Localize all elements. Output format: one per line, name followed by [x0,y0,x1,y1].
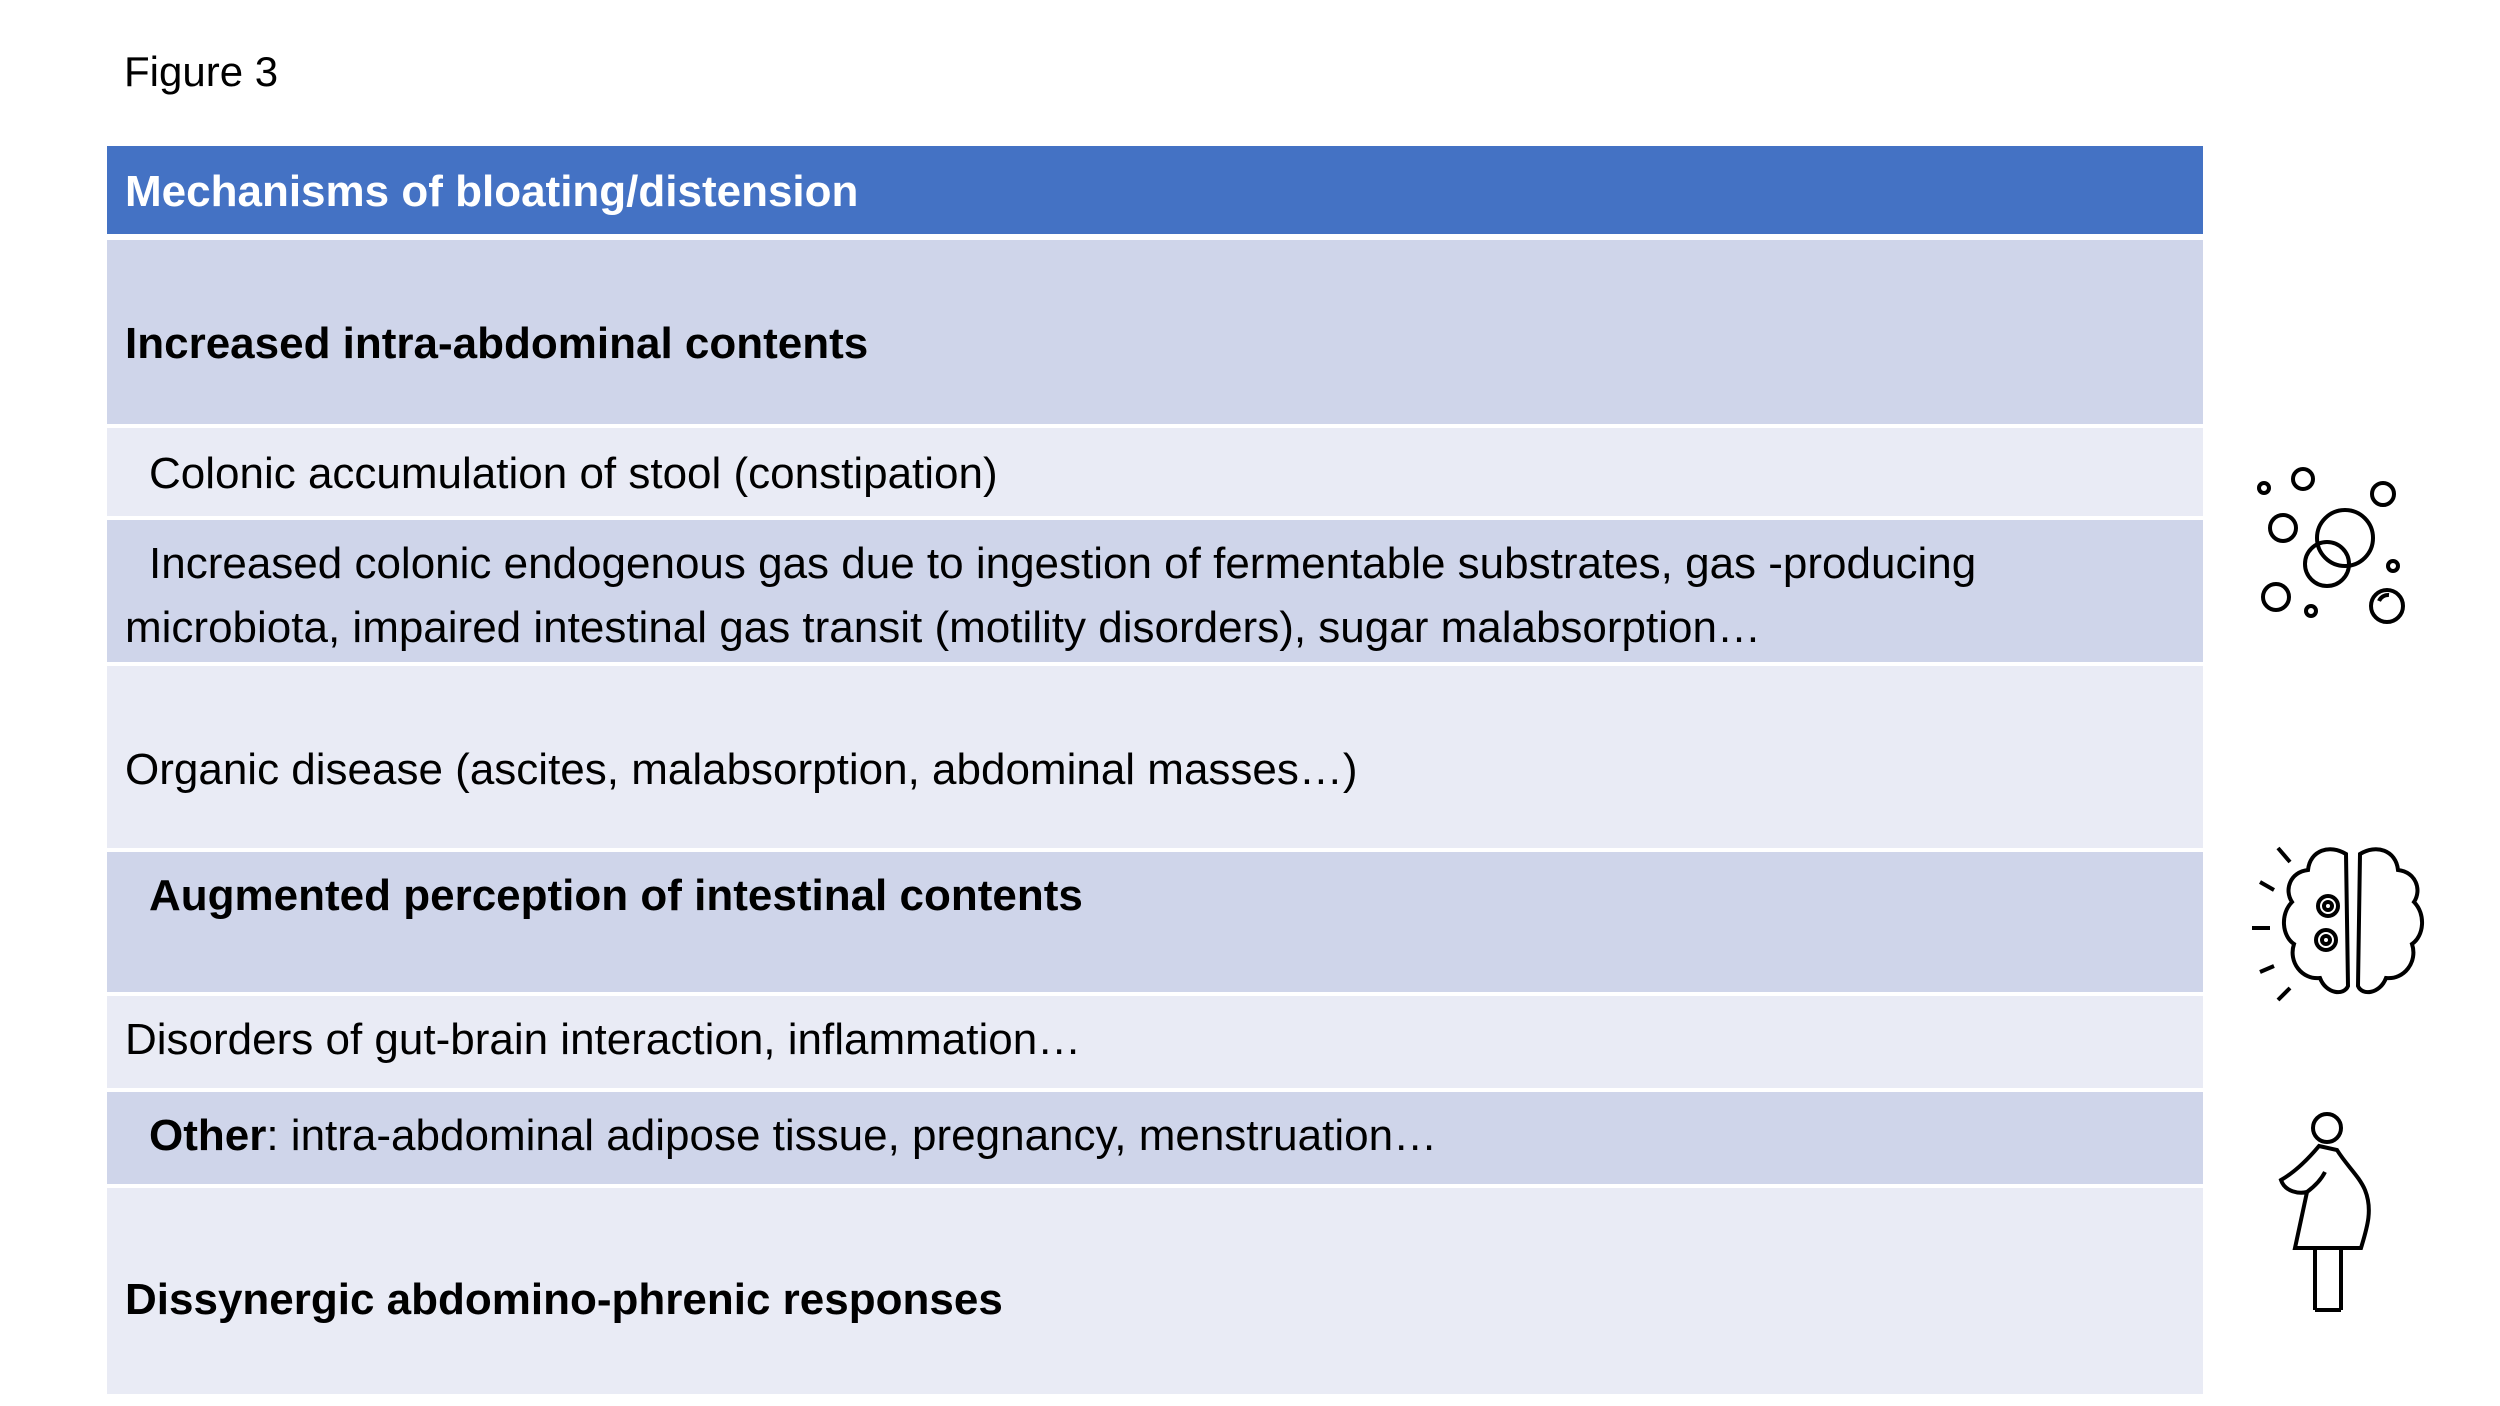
mechanisms-table [107,146,2203,1394]
row-text: Colonic accumulation of stool (constipation) [149,449,998,498]
row-heading: Augmented perception of intestinal contents [149,871,1083,920]
row-text-line1: Increased colonic endogenous gas due to ingestion of fermentable substrates, gas -producing [149,539,1977,588]
row-other-label: Other [149,1111,267,1160]
figure-label: Figure 3 [124,48,279,95]
row-gut-brain [107,996,2203,1092]
brain-gears-icon [2250,840,2450,1010]
row-colonic-gas [107,520,2203,666]
bubbles-icon [2255,460,2445,640]
row-heading: Dissynergic abdomino-phrenic responses [125,1275,1003,1324]
table-header: Mechanisms of bloating/distension [107,146,2203,240]
pregnant-woman-icon [2265,1110,2395,1320]
row-other [107,1092,2203,1188]
row-organic-disease [107,666,2203,852]
row-text: Disorders of gut-brain interaction, inflammation… [125,1015,1082,1064]
row-text-line2: microbiota, impaired intestinal gas transit (motility disorders), sugar malabsorption… [125,603,1761,652]
row-increased-contents [107,240,2203,428]
row-text: Organic disease (ascites, malabsorption, abdominal masses…) [125,745,1358,794]
row-dissynergic [107,1188,2203,1394]
row-colonic-stool [107,428,2203,520]
row-heading: Increased intra-abdominal contents [125,319,869,368]
row-other-text: : intra-abdominal adipose tissue, pregnancy, menstruation… [266,1111,1438,1160]
row-augmented-perception [107,852,2203,996]
